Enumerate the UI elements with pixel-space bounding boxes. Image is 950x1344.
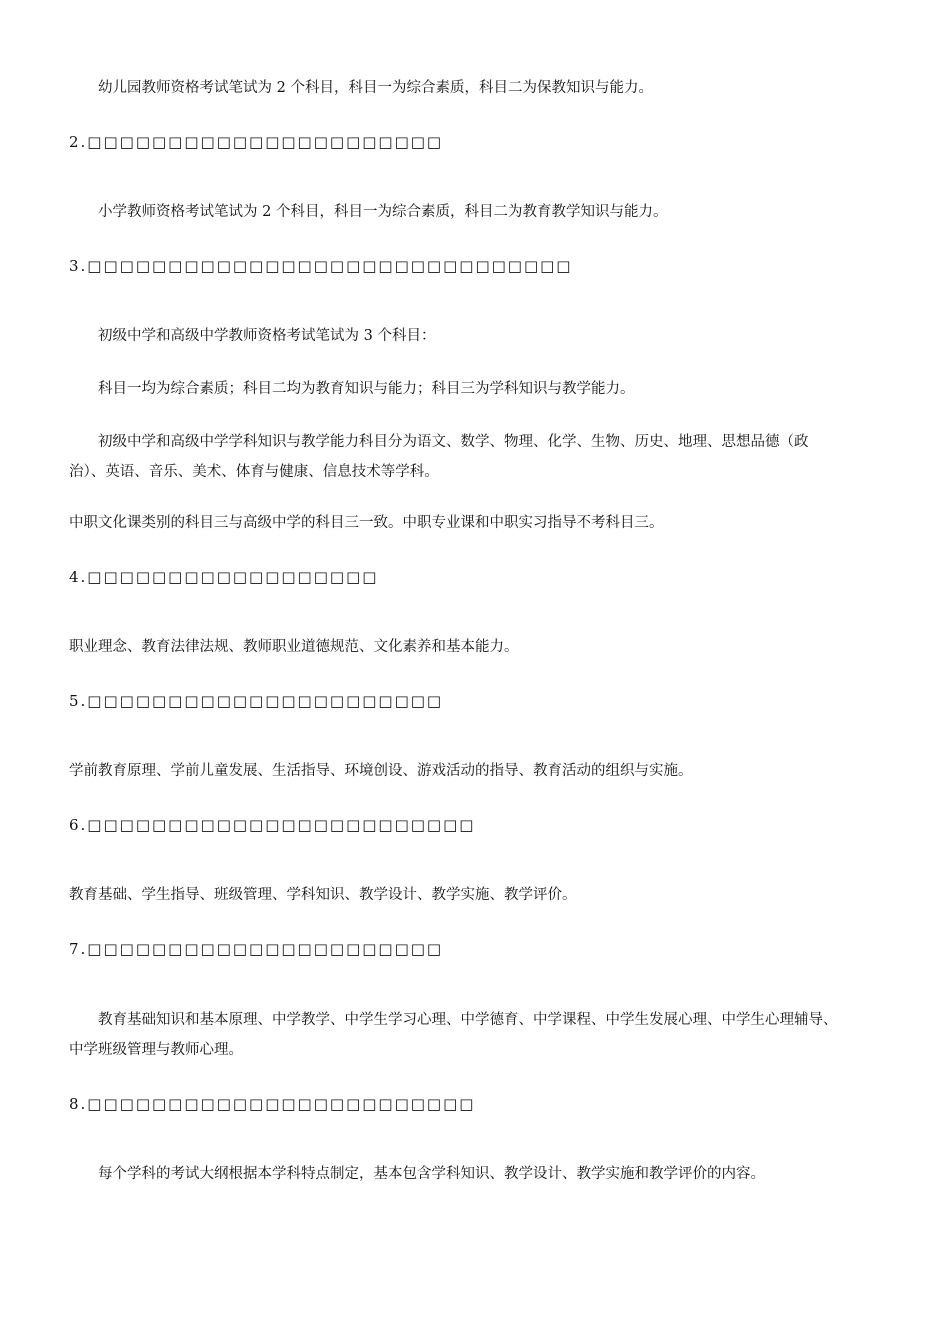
paragraph-secondary-education-content: 教育基础知识和基本原理、中学教学、中学生学习心理、中学德育、中学课程、中学生发展心理、中学生心理辅导、中学班级管理与教师心理。 [69,1012,838,1058]
heading-8: 8.□□□□□□□□□□□□□□□□□□□□□□□□ [69,1095,476,1113]
paragraph-secondary-subjects-detail: 科目一均为综合素质；科目二均为教育知识与能力；科目三为学科知识与教学能力。 [98,381,635,397]
paragraph-primary-content: 教育基础、学生指导、班级管理、学科知识、教学设计、教学实施、教学评价。 [69,887,577,903]
paragraph-vocational-note: 中职文化课类别的科目三与高级中学的科目三一致。中职专业课和中职实习指导不考科目三。 [69,515,664,531]
paragraph-discipline-syllabus: 每个学科的考试大纲根据本学科特点制定，基本包含学科知识、教学设计、教学实施和教学评价的内容。 [98,1166,765,1182]
heading-3: 3.□□□□□□□□□□□□□□□□□□□□□□□□□□□□□□ [69,257,573,275]
heading-2: 2.□□□□□□□□□□□□□□□□□□□□□□ [69,133,444,151]
paragraph-secondary-disciplines: 初级中学和高级中学学科知识与教学能力科目分为语文、数学、物理、化学、生物、历史、地理、思想品德（政治）、英语、音乐、美术、体育与健康、信息技术等学科。 [69,434,809,480]
paragraph-primary-subjects: 小学教师资格考试笔试为 2 个科目，科目一为综合素质，科目二为教育教学知识与能力。 [98,204,668,220]
paragraph-preschool-content: 学前教育原理、学前儿童发展、生活指导、环境创设、游戏活动的指导、教育活动的组织与实施。 [69,763,693,779]
heading-6: 6.□□□□□□□□□□□□□□□□□□□□□□□□ [69,816,476,834]
paragraph-comprehensive-quality-content: 职业理念、教育法律法规、教师职业道德规范、文化素养和基本能力。 [69,639,519,655]
heading-4: 4.□□□□□□□□□□□□□□□□□□ [69,568,379,586]
heading-5: 5.□□□□□□□□□□□□□□□□□□□□□□ [69,692,444,710]
paragraph-secondary-subjects-count: 初级中学和高级中学教师资格考试笔试为 3 个科目： [98,328,436,344]
heading-7: 7.□□□□□□□□□□□□□□□□□□□□□□ [69,940,444,958]
paragraph-kindergarten-subjects: 幼儿园教师资格考试笔试为 2 个科目，科目一为综合素质，科目二为保教知识与能力。 [98,80,653,96]
